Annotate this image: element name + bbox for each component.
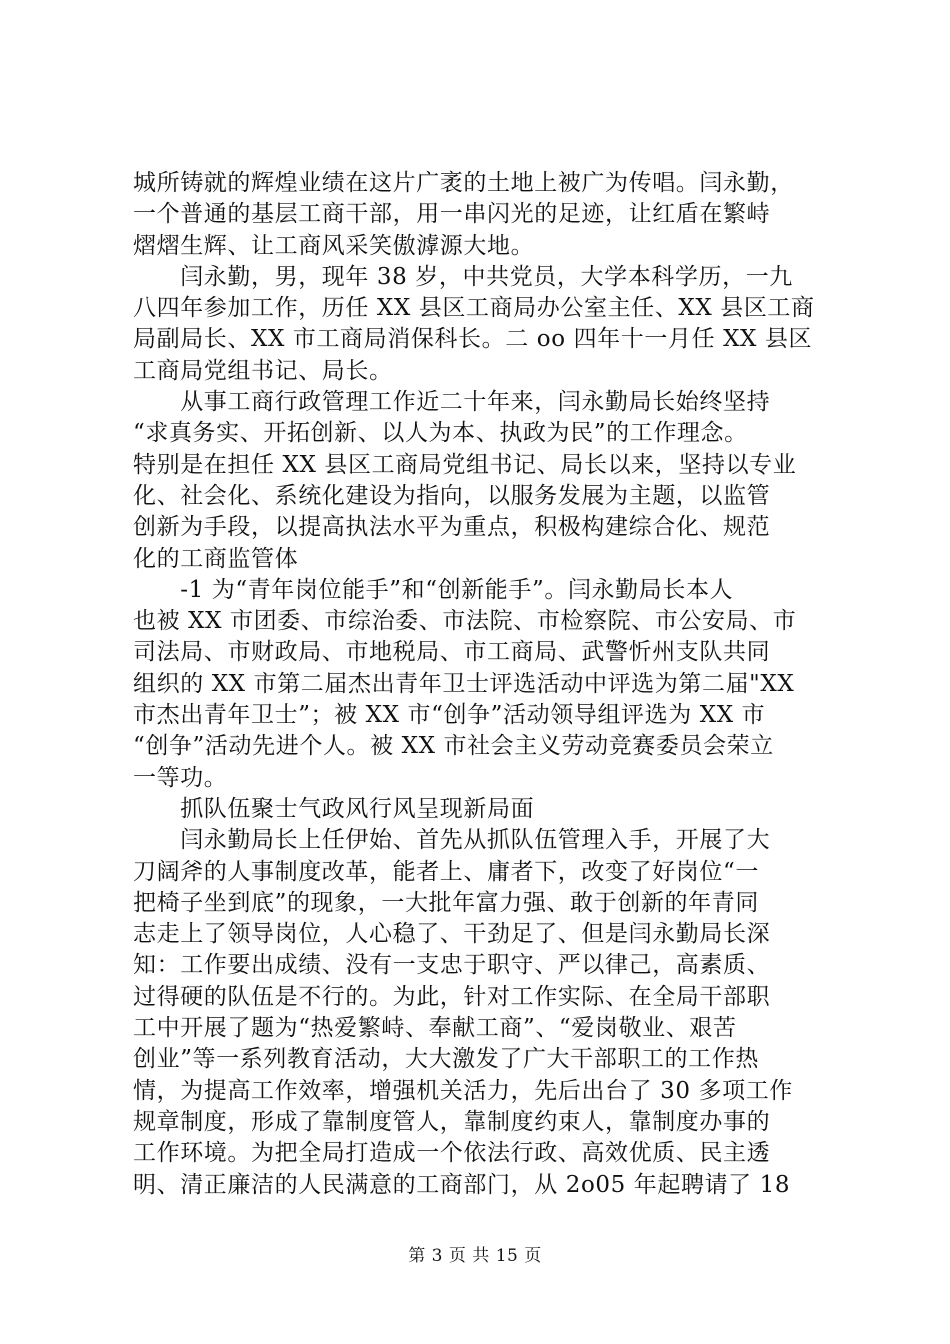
page-number-label: 第 3 页 共 15 页 — [408, 1246, 542, 1266]
text-line-5: 八四年参加工作，历任 XX 县区工商局办公室主任、XX 县区工商 — [133, 295, 815, 322]
text-line-7: 工商局党组书记、局长。 — [133, 357, 393, 384]
text-line-13: 化的工商监管体 — [133, 545, 299, 572]
text-line-17: 组织的 XX 市第二届杰出青年卫士评选活动中评选为第二届"XX — [133, 670, 795, 697]
page-footer — [0, 1244, 950, 1268]
text-line-30: 情，为提高工作效率，增强机关活力，先后出台了 30 多项工作 — [133, 1077, 793, 1104]
text-line-20: 一等功。 — [133, 764, 228, 791]
text-line-29: 创业”等一系列教育活动，大大激发了广大干部职工的工作热 — [133, 1046, 759, 1073]
document-body — [133, 168, 823, 1201]
text-line-6: 局副局长、XX 市工商局消保科长。二 oo 四年十一月任 XX 县区 — [133, 326, 813, 353]
text-line-4: 闫永勤，男，现年 38 岁，中共党员，大学本科学历，一九 — [133, 263, 793, 290]
text-line-18: 市杰出青年卫士”；被 XX 市“创争”活动领导组评选为 XX 市 — [133, 702, 766, 729]
text-line-27: 过得硬的队伍是不行的。为此，针对工作实际、在全局干部职 — [133, 983, 771, 1010]
text-line-26: 知：工作要出成绩、没有一支忠于职守、严以律己，高素质、 — [133, 952, 771, 979]
text-line-9: “求真务实、开拓创新、以人为本、执政为民”的工作理念。 — [133, 420, 748, 447]
text-line-32: 工作环境。为把全局打造成一个依法行政、高效优质、民主透 — [133, 1140, 771, 1167]
text-line-16: 司法局、市财政局、市地税局、市工商局、武警忻州支队共同 — [133, 639, 771, 666]
text-line-33: 明、清正廉洁的人民满意的工商部门，从 2o05 年起聘请了 18 — [133, 1171, 791, 1198]
text-line-11: 化、社会化、系统化建设为指向，以服务发展为主题，以监管 — [133, 482, 771, 509]
text-line-2: 一个普通的基层工商干部，用一串闪光的足迹，让红盾在繁峙 — [133, 201, 771, 228]
text-line-15: 也被 XX 市团委、市综治委、市法院、市检察院、市公安局、市 — [133, 608, 797, 635]
text-line-8: 从事工商行政管理工作近二十年来，闫永勤局长始终坚持 — [133, 389, 771, 416]
text-line-22: 闫永勤局长上任伊始、首先从抓队伍管理入手，开展了大 — [133, 827, 771, 854]
text-line-19: “创争”活动先进个人。被 XX 市社会主义劳动竞赛委员会荣立 — [133, 733, 774, 760]
text-line-14: -1 为“青年岗位能手”和“创新能手”。闫永勤局长本人 — [133, 576, 734, 603]
text-line-25: 志走上了领导岗位，人心稳了、干劲足了、但是闫永勤局长深 — [133, 921, 771, 948]
text-line-31: 规章制度，形成了靠制度管人，靠制度约束人，靠制度办事的 — [133, 1108, 771, 1135]
text-line-12: 创新为手段，以提高执法水平为重点，积极构建综合化、规范 — [133, 514, 771, 541]
text-line-3: 熠熠生辉、让工商风采笑傲滹源大地。 — [133, 232, 535, 259]
text-line-28: 工中开展了题为“热爱繁峙、奉献工商”、“爱岗敬业、艰苦 — [133, 1015, 737, 1042]
text-line-23: 刀阔斧的人事制度改革，能者上、庸者下，改变了好岗位“一 — [133, 858, 759, 885]
text-line-24: 把椅子坐到底”的现象，一大批年富力强、敢于创新的年青同 — [133, 889, 759, 916]
text-line-1: 城所铸就的辉煌业绩在这片广袤的土地上被广为传唱。闫永勤， — [133, 170, 794, 196]
section-heading: 抓队伍聚士气政风行风呈现新局面 — [133, 795, 535, 822]
text-line-10: 特别是在担任 XX 县区工商局党组书记、局长以来，坚持以专业 — [133, 451, 797, 478]
